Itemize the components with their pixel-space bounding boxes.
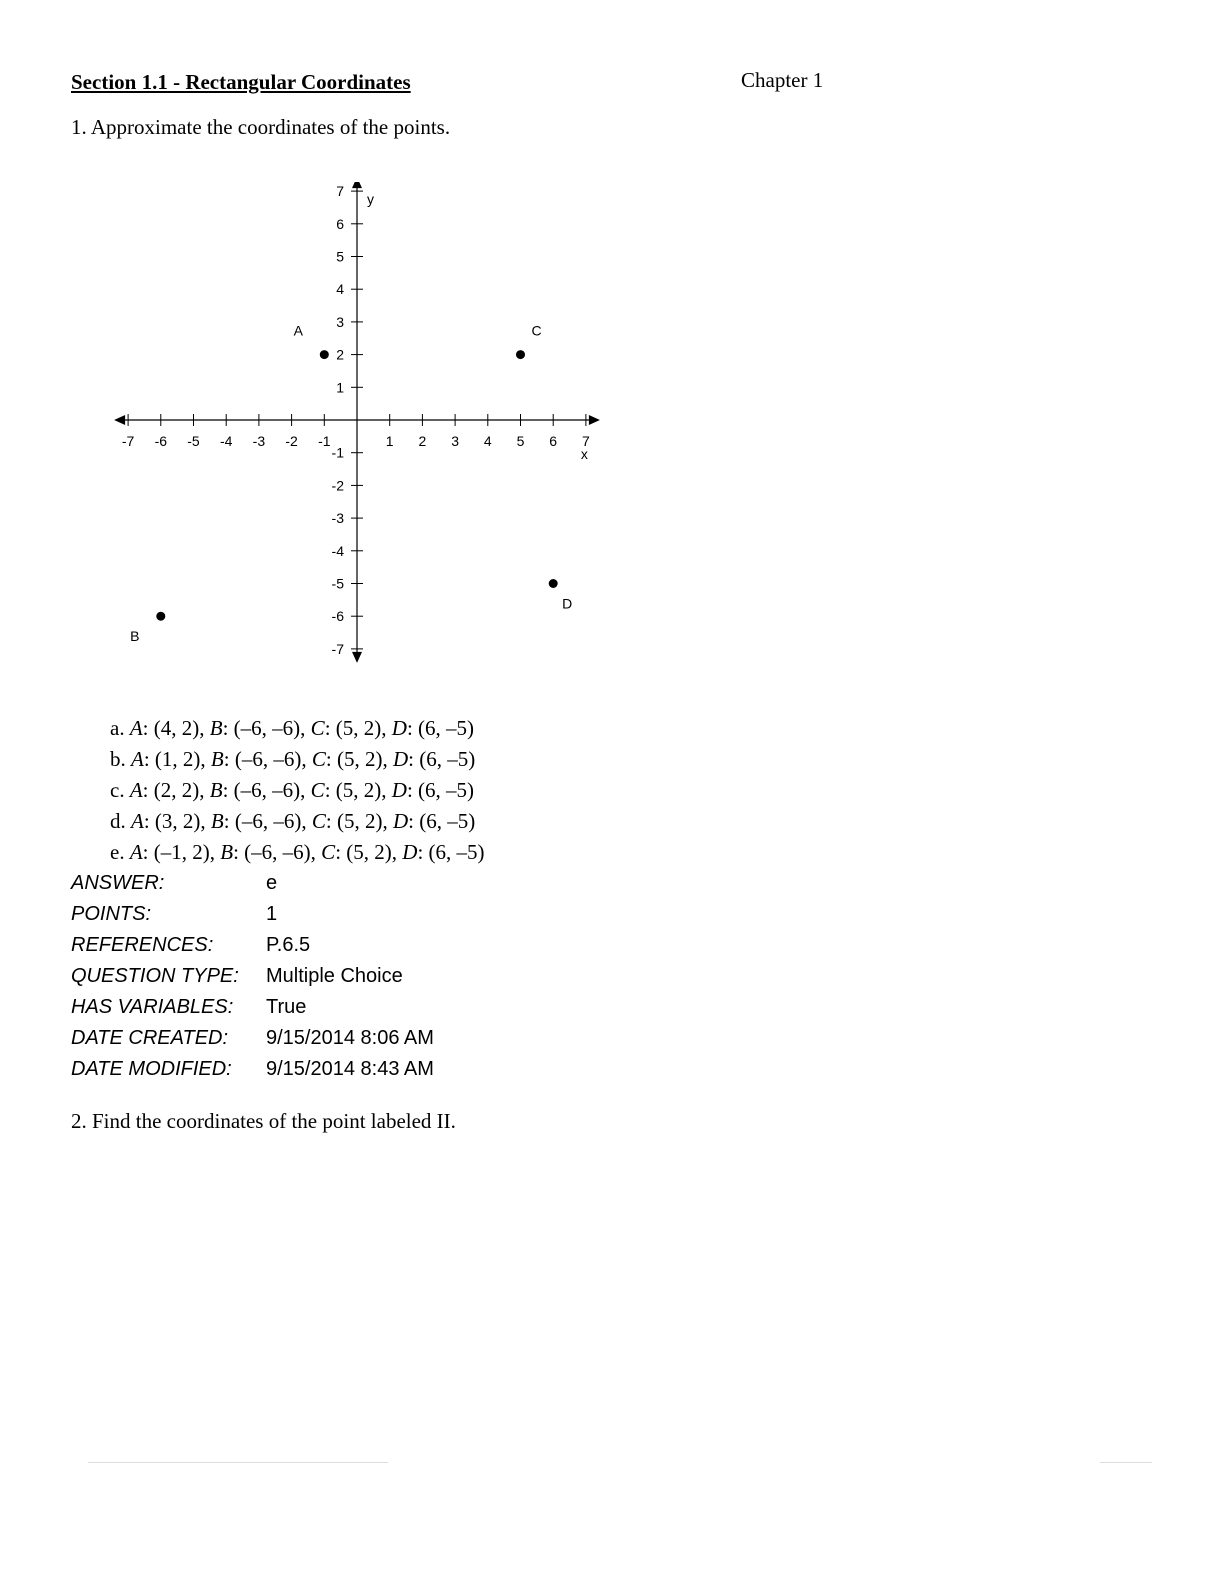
choice-b: b. A: (1, 2), B: (–6, –6), C: (5, 2), D: (6, –5) <box>110 747 476 771</box>
point-a <box>320 350 329 359</box>
y-axis-down-arrow <box>352 652 362 663</box>
y-tick-label: -2 <box>331 477 344 494</box>
meta-question-type: QUESTION TYPE: Multiple Choice <box>71 965 403 987</box>
meta-date-created: DATE CREATED: 9/15/2014 8:06 AM <box>71 1027 434 1049</box>
question-1-prompt: 1. Approximate the coordinates of the points. <box>71 115 451 139</box>
x-tick-label: 6 <box>549 433 558 449</box>
meta-answer: ANSWER: e <box>71 872 278 894</box>
y-tick-label: 2 <box>336 346 344 363</box>
coordinate-plane-graph <box>112 182 602 672</box>
x-tick-label: -6 <box>154 433 168 449</box>
answer-choices <box>110 713 485 868</box>
meta-has-variables: HAS VARIABLES: True <box>71 996 307 1018</box>
y-tick-label: 7 <box>336 183 344 200</box>
point-c <box>516 350 525 359</box>
choice-e: e. A: (–1, 2), B: (–6, –6), C: (5, 2), D: (6, –5) <box>110 840 485 864</box>
section-title: Section 1.1 - Rectangular Coordinates <box>71 70 411 94</box>
y-tick-label: 4 <box>336 281 344 298</box>
y-axis-label: y <box>367 191 374 208</box>
x-tick-label: 2 <box>418 433 427 449</box>
y-tick-label: -1 <box>331 444 344 461</box>
choice-a: a. A: (4, 2), B: (–6, –6), C: (5, 2), D: (6, –5) <box>110 716 475 740</box>
y-axis-up-arrow <box>352 182 362 188</box>
question-2-prompt: 2. Find the coordinates of the point labeled II. <box>71 1109 456 1133</box>
choice-d: d. A: (3, 2), B: (–6, –6), C: (5, 2), D: (6, –5) <box>110 809 476 833</box>
question-metadata <box>71 868 434 1085</box>
point-b <box>156 612 165 621</box>
x-tick-label: -2 <box>285 433 298 449</box>
footer-rule-right <box>1100 1462 1152 1463</box>
meta-points: POINTS: 1 <box>71 903 278 925</box>
y-tick-label: -3 <box>331 510 344 527</box>
x-tick-label: -1 <box>318 433 331 449</box>
x-tick-label: -5 <box>187 433 200 449</box>
x-tick-label: -3 <box>252 433 266 449</box>
x-tick-label: 3 <box>451 433 459 449</box>
y-tick-label: 6 <box>336 215 344 232</box>
x-tick-label: 4 <box>483 433 492 449</box>
x-axis-left-arrow <box>114 415 125 425</box>
point-label-a: A <box>293 322 303 339</box>
x-tick-label: 1 <box>385 433 394 449</box>
y-tick-label: -6 <box>331 608 344 625</box>
meta-date-modified: DATE MODIFIED: 9/15/2014 8:43 AM <box>71 1058 434 1080</box>
x-tick-label: 5 <box>516 433 525 449</box>
y-tick-label: -5 <box>331 575 344 592</box>
y-tick-label: -4 <box>331 542 344 559</box>
y-tick-label: 3 <box>336 313 344 330</box>
x-tick-label: -7 <box>121 433 135 449</box>
choice-c: c. A: (2, 2), B: (–6, –6), C: (5, 2), D: (6, –5) <box>110 778 475 802</box>
x-axis-right-arrow <box>589 415 600 425</box>
x-tick-label: -4 <box>219 433 233 449</box>
x-tick-label: 7 <box>582 433 590 449</box>
point-label-d: D <box>562 595 573 612</box>
meta-references: REFERENCES: P.6.5 <box>71 934 311 956</box>
y-tick-label: 1 <box>336 379 344 396</box>
y-tick-label: 5 <box>336 248 344 265</box>
point-d <box>549 579 558 588</box>
y-tick-label: -7 <box>331 640 344 657</box>
x-axis-label: x <box>580 446 588 462</box>
chapter-label: Chapter 1 <box>741 68 824 92</box>
point-label-c: C <box>531 322 542 339</box>
point-label-b: B <box>130 628 140 645</box>
footer-rule-left <box>88 1462 388 1463</box>
